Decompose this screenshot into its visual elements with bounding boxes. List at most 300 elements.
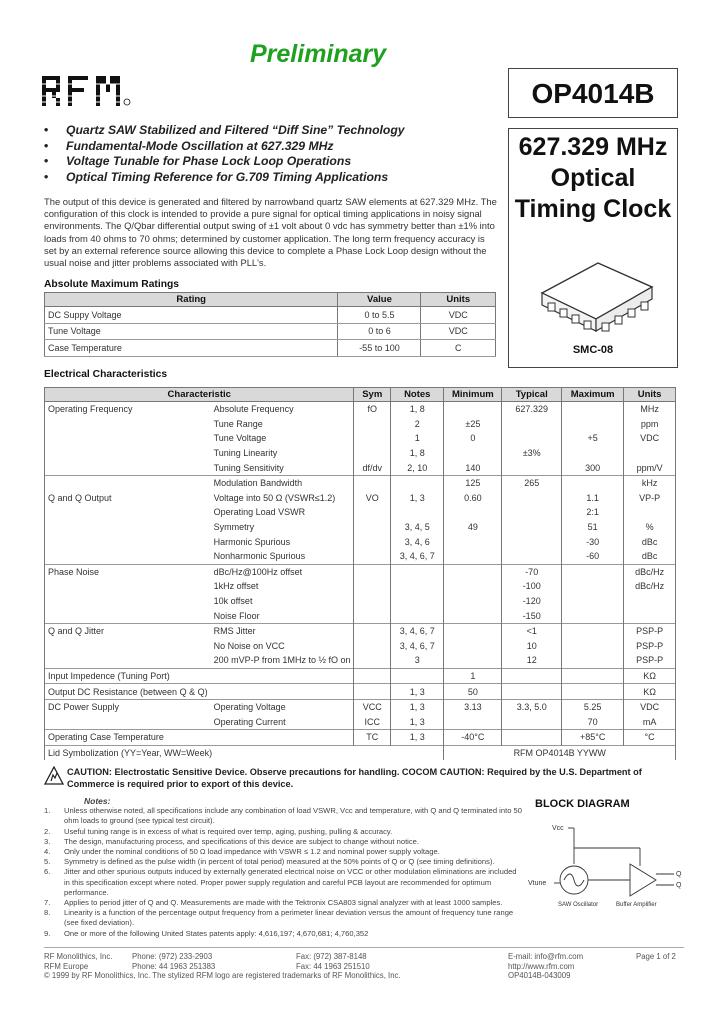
footer-europe: RFM Europe: [44, 961, 89, 971]
cell: Tune Voltage: [45, 323, 338, 340]
cell: [391, 594, 444, 609]
cell: 51: [562, 520, 624, 535]
cell: 1, 3: [391, 491, 444, 506]
table-row: [45, 623, 676, 638]
cell: [444, 639, 502, 654]
cell: [45, 594, 211, 609]
note-number: 9.: [44, 928, 51, 938]
table-row: [45, 431, 676, 446]
footer-fax-eu: Fax: 44 1963 251510: [296, 961, 370, 971]
cell: [502, 417, 562, 432]
cell: [444, 505, 502, 520]
table-row: [45, 594, 676, 609]
cell: VCC: [354, 699, 391, 714]
cell: [45, 579, 211, 594]
feature-item: • Fundamental-Mode Oscillation at 627.329 MHz: [44, 139, 405, 155]
feature-item: • Voltage Tunable for Phase Lock Loop Operations: [44, 154, 405, 170]
note-item: [44, 867, 524, 898]
note-text: Linearity is a function of the percentage output frequency from a perimeter linear deviation versus the amount of frequency tune range (see fixed deviation).: [64, 908, 514, 928]
cell: [444, 714, 502, 729]
cell: Output DC Resistance (between Q & Q): [45, 684, 211, 700]
cell: 0 to 6: [338, 323, 421, 340]
cell: [354, 623, 391, 638]
cell: PSP-P: [624, 623, 676, 638]
cell: 5.25: [562, 699, 624, 714]
cell: Harmonic Spurious: [211, 534, 354, 549]
elec-title: Electrical Characteristics: [44, 369, 168, 380]
cell: KΩ: [624, 668, 676, 684]
cell: Absolute Frequency: [211, 402, 354, 417]
part-number: OP4014B: [508, 68, 678, 118]
cell: [502, 549, 562, 564]
cell: 3, 4, 6, 7: [391, 639, 444, 654]
cell: ppm/V: [624, 460, 676, 475]
table-row: [45, 340, 496, 357]
cell: 1, 3: [391, 714, 444, 729]
cell: [562, 402, 624, 417]
cell: +85°C: [562, 730, 624, 746]
cell: Noise Floor: [211, 608, 354, 623]
vcc-label: Vcc: [552, 825, 564, 832]
cell: [45, 417, 211, 432]
cell: Input Impedence (Tuning Port): [45, 668, 211, 684]
cell: -150: [502, 608, 562, 623]
note-number: 1.: [44, 806, 51, 816]
note-number: 7.: [44, 898, 51, 908]
cell: 1: [444, 668, 502, 684]
cell: 125: [444, 475, 502, 490]
cell: Phase Noise: [45, 564, 211, 579]
footer-divider: [44, 947, 684, 948]
cell: [562, 564, 624, 579]
cell: Q and Q Output: [45, 491, 211, 506]
note-number: 2.: [44, 826, 51, 836]
cell: [354, 505, 391, 520]
cell: [502, 684, 562, 700]
cell: [624, 594, 676, 609]
cell: PSP-P: [624, 639, 676, 654]
cell: [444, 579, 502, 594]
footer-web[interactable]: http://www.rfm.com: [508, 961, 575, 971]
note-number: 6.: [44, 867, 51, 877]
cell: [45, 446, 211, 461]
footer-fax: Fax: (972) 387-8148: [296, 952, 367, 961]
cell: Lid Symbolization (YY=Year, WW=Week): [45, 745, 444, 760]
cell: [45, 460, 211, 475]
footer-company: RF Monolithics, Inc.: [44, 952, 113, 961]
cell: [444, 594, 502, 609]
cell: -70: [502, 564, 562, 579]
note-item: [44, 837, 524, 847]
cell: [391, 505, 444, 520]
cell: [354, 653, 391, 668]
cell: 3: [391, 653, 444, 668]
col-units: Units: [624, 388, 676, 402]
cell: ICC: [354, 714, 391, 729]
note-item: [44, 847, 524, 857]
cell: VDC: [624, 699, 676, 714]
note-number: 5.: [44, 857, 51, 867]
cell: [391, 475, 444, 490]
cell: [502, 460, 562, 475]
table-row: [45, 699, 676, 714]
cell: [211, 668, 354, 684]
table-row: [45, 307, 496, 324]
cell: [354, 431, 391, 446]
cell: -60: [562, 549, 624, 564]
cell: -55 to 100: [338, 340, 421, 357]
cell: [444, 653, 502, 668]
cell: ±3%: [502, 446, 562, 461]
package-label: SMC-08: [572, 344, 614, 356]
preliminary-banner: Preliminary: [250, 40, 387, 68]
cell: [502, 491, 562, 506]
cell: [502, 714, 562, 729]
cell: 1, 3: [391, 699, 444, 714]
cell: +5: [562, 431, 624, 446]
abs-max-table: [44, 292, 496, 357]
cell: [354, 579, 391, 594]
cell: KΩ: [624, 684, 676, 700]
col-value: Value: [338, 293, 421, 307]
cell: Tuning Linearity: [211, 446, 354, 461]
cell: 300: [562, 460, 624, 475]
cell: [562, 623, 624, 638]
cell: [211, 684, 354, 700]
cell: VO: [354, 491, 391, 506]
esd-warning-icon: [44, 766, 64, 786]
note-number: 4.: [44, 847, 51, 857]
cell: [45, 653, 211, 668]
cell: dBc: [624, 549, 676, 564]
block-diagram: [528, 818, 690, 913]
note-text: Jitter and other spurious outputs induced by externally generated electrical noise on VCC or other modulation eliminations are included in this specification except where noted. Proper power supply regulation and careful PCB layout are recommended for optimum performance.: [64, 867, 517, 897]
cell: [391, 668, 444, 684]
cell: 265: [502, 475, 562, 490]
cell: [502, 431, 562, 446]
cell: [45, 639, 211, 654]
title-frequency: 627.329 MHz: [518, 133, 668, 161]
cell: [354, 564, 391, 579]
title-line-3: Timing Clock: [514, 195, 672, 223]
note-item: [44, 857, 524, 867]
q-out-label: Q: [676, 871, 682, 878]
cell: [562, 417, 624, 432]
col-notes: Notes: [391, 388, 444, 402]
note-item: [44, 806, 524, 826]
cell: 3, 4, 6, 7: [391, 549, 444, 564]
col-units: Units: [421, 293, 496, 307]
col-minimum: Minimum: [444, 388, 502, 402]
block-diagram-title: BLOCK DIAGRAM: [535, 798, 630, 810]
cell: 1.1: [562, 491, 624, 506]
table-row: [45, 564, 676, 579]
table-row: [45, 684, 676, 700]
cell: 1kHz offset: [211, 579, 354, 594]
cell: [502, 534, 562, 549]
cell: 0 to 5.5: [338, 307, 421, 324]
footer-phone: Phone: (972) 233-2903: [132, 952, 213, 961]
cell: dBc: [624, 534, 676, 549]
table-row: [45, 417, 676, 432]
cell: [444, 534, 502, 549]
cell: dBc/Hz: [624, 579, 676, 594]
note-number: 8.: [44, 908, 51, 918]
note-text: Symmetry is defined as the pulse width (in percent of total period) measured at the 50% points of Q or Q (see timing definitions).: [64, 857, 495, 867]
cell: 1, 8: [391, 446, 444, 461]
electrical-table: [44, 387, 676, 760]
table-row: [45, 730, 676, 746]
cell: [354, 417, 391, 432]
table-row: [45, 653, 676, 668]
table-row: [45, 460, 676, 475]
cell: -30: [562, 534, 624, 549]
cell: VP-P: [624, 491, 676, 506]
cell: [45, 549, 211, 564]
note-item: [44, 898, 524, 908]
cell: PSP-P: [624, 653, 676, 668]
note-text: Unless otherwise noted, all specifications include any combination of load VSWR, Vcc and temperature, with Q and Q terminated into 50 ohm loads to ground (see typical test circuit).: [64, 806, 522, 826]
cell: [354, 639, 391, 654]
cell: 49: [444, 520, 502, 535]
cell: Operating Load VSWR: [211, 505, 354, 520]
cell: Nonharmonic Spurious: [211, 549, 354, 564]
cell: 627.329: [502, 402, 562, 417]
note-item: [44, 929, 524, 939]
cell: [502, 505, 562, 520]
cell: 140: [444, 460, 502, 475]
buffer-label: Buffer Amplifier: [616, 902, 657, 908]
rfm-logo: [42, 74, 150, 108]
col-maximum: Maximum: [562, 388, 624, 402]
cell: VDC: [624, 431, 676, 446]
cell: [391, 564, 444, 579]
cell: [45, 431, 211, 446]
cell: [354, 668, 391, 684]
footer-page: Page 1 of 2: [636, 952, 676, 961]
cell: 12: [502, 653, 562, 668]
cell: -40°C: [444, 730, 502, 746]
cell: [354, 608, 391, 623]
footer: [44, 952, 684, 981]
col-sym: Sym: [354, 388, 391, 402]
cell: 70: [562, 714, 624, 729]
cell: [444, 402, 502, 417]
cell: 10: [502, 639, 562, 654]
cell: <1: [502, 623, 562, 638]
cell: 200 mVP-P from 1MHz to ½ fO on: [211, 653, 354, 668]
cell: No Noise on VCC: [211, 639, 354, 654]
note-item: [44, 908, 524, 928]
cell: 2:1: [562, 505, 624, 520]
qbar-out-label: Q: [676, 882, 682, 889]
cell: [624, 608, 676, 623]
cell: ±25: [444, 417, 502, 432]
description: The output of this device is generated and filtered by narrowband quartz SAW elements at 627.329 MHz. The configuration of this clock is intended to provide a pure signal for optical timing applications in noisy signal environments. The Q/Qbar differential output swing of ±1 volt about 0 vdc has symmetry better than ±1% into loads from 40 ohms to 70 ohms; determined by customer application. The long term frequency accuracy is set by an external reference source allowing this device to complete a Phase Lock Loop design without the usual noise and jitter problems associated with PLL's.: [44, 196, 497, 269]
cell: [391, 579, 444, 594]
cell: fO: [354, 402, 391, 417]
footer-copyright: © 1999 by RF Monolithics, Inc. The stylized RFM logo are registered trademarks of RF Monolithics, Inc.: [44, 971, 401, 980]
note-text: Applies to period jitter of Q and Q. Measurements are made with the Tektronix CSA803 signal analyzer with at least 1000 samples.: [64, 898, 503, 908]
cell: [502, 730, 562, 746]
cell: 10k offset: [211, 594, 354, 609]
cell: [502, 520, 562, 535]
cell: [45, 608, 211, 623]
cell: Operating Voltage: [211, 699, 354, 714]
footer-phone-eu: Phone: 44 1963 251383: [132, 961, 216, 971]
cell: [45, 475, 211, 490]
table-row: [45, 323, 496, 340]
cell: 2, 10: [391, 460, 444, 475]
cell: kHz: [624, 475, 676, 490]
cell: [354, 549, 391, 564]
cell: mA: [624, 714, 676, 729]
cell: [562, 639, 624, 654]
cell: VDC: [421, 307, 496, 324]
cell: ppm: [624, 417, 676, 432]
cell: Operating Current: [211, 714, 354, 729]
cell: [562, 668, 624, 684]
cell: [354, 684, 391, 700]
cell: [45, 505, 211, 520]
table-row: [45, 549, 676, 564]
notes: [44, 796, 524, 939]
cell: [562, 579, 624, 594]
cell: [444, 549, 502, 564]
abs-max-title: Absolute Maximum Ratings: [44, 279, 180, 290]
cell: [562, 475, 624, 490]
cell: [354, 534, 391, 549]
table-row: [45, 639, 676, 654]
caution-text: CAUTION: Electrostatic Sensitive Device. Observe precautions for handling. COCOM CAUTION: Required by the U.S. Department of Commerce is required prior to export of this device.: [67, 767, 642, 789]
cell: [354, 446, 391, 461]
cell: C: [421, 340, 496, 357]
cell: 3.13: [444, 699, 502, 714]
cell: RMS Jitter: [211, 623, 354, 638]
cell: Q and Q Jitter: [45, 623, 211, 638]
feature-item: • Quartz SAW Stabilized and Filtered “Diff Sine” Technology: [44, 123, 405, 139]
cell: -100: [502, 579, 562, 594]
cell: 2: [391, 417, 444, 432]
title-line-2: Optical: [550, 164, 636, 192]
cell: -120: [502, 594, 562, 609]
cell: 0: [444, 431, 502, 446]
cell: [624, 446, 676, 461]
cell: df/dv: [354, 460, 391, 475]
cell: °C: [624, 730, 676, 746]
cell: [391, 608, 444, 623]
cell: Operating Case Temperature: [45, 730, 211, 746]
table-row: [45, 505, 676, 520]
cell: %: [624, 520, 676, 535]
cell: DC Suppy Voltage: [45, 307, 338, 324]
cell: 1: [391, 431, 444, 446]
cell: [562, 594, 624, 609]
note-item: [44, 827, 524, 837]
cell: 3.3, 5.0: [502, 699, 562, 714]
cell: Symmetry: [211, 520, 354, 535]
cell: [502, 668, 562, 684]
saw-label: SAW Oscillator: [558, 902, 599, 908]
cell: dBc/Hz@100Hz offset: [211, 564, 354, 579]
footer-docnum: OP4014B-043009: [508, 971, 571, 980]
cell: [354, 475, 391, 490]
cell: 0.60: [444, 491, 502, 506]
cell: Tune Voltage: [211, 431, 354, 446]
cell: [211, 730, 354, 746]
cell: Modulation Bandwidth: [211, 475, 354, 490]
feature-list: [44, 123, 405, 185]
cell: dBc/Hz: [624, 564, 676, 579]
table-row: [45, 491, 676, 506]
table-row: [45, 608, 676, 623]
package-drawing: [538, 245, 658, 340]
cell: [45, 714, 211, 729]
cell: VDC: [421, 323, 496, 340]
cell: [562, 653, 624, 668]
note-text: Useful tuning range is in excess of what is required over temp, aging, pushing, pulling & accuracy.: [64, 826, 393, 836]
table-row: [45, 402, 676, 417]
col-characteristic: Characteristic: [45, 388, 354, 402]
col-typical: Typical: [502, 388, 562, 402]
table-row: [45, 446, 676, 461]
cell: DC Power Supply: [45, 699, 211, 714]
cell: RFM OP4014B YYWW: [444, 745, 676, 760]
cell: [624, 505, 676, 520]
cell: Voltage into 50 Ω (VSWR≤1.2): [211, 491, 354, 506]
cell: [562, 608, 624, 623]
table-row: [45, 534, 676, 549]
cell: 1, 3: [391, 684, 444, 700]
cell: [444, 623, 502, 638]
col-rating: Rating: [45, 293, 338, 307]
cell: [444, 564, 502, 579]
cell: 1, 3: [391, 730, 444, 746]
cell: [45, 534, 211, 549]
cell: 3, 4, 6, 7: [391, 623, 444, 638]
table-row: [45, 520, 676, 535]
cell: [562, 446, 624, 461]
table-row: [45, 579, 676, 594]
cell: 3, 4, 6: [391, 534, 444, 549]
footer-email: E-mail: info@rfm.com: [508, 952, 584, 961]
note-text: The design, manufacturing process, and specifications of this device are subject to change without notice.: [64, 836, 420, 846]
note-number: 3.: [44, 836, 51, 846]
cell: [444, 608, 502, 623]
vtune-label: Vtune: [528, 880, 547, 887]
feature-item: • Optical Timing Reference for G.709 Timing Applications: [44, 170, 405, 186]
cell: Tuning Sensitivity: [211, 460, 354, 475]
cell: [45, 520, 211, 535]
cell: Tune Range: [211, 417, 354, 432]
note-text: Only under the nominal conditions of 50 Ω load impedance with VSWR ≤ 1.2 and nominal power supply voltage.: [64, 847, 440, 857]
table-row: [45, 745, 676, 760]
cell: Case Temperature: [45, 340, 338, 357]
cell: [354, 520, 391, 535]
table-row: [45, 668, 676, 684]
table-row: [45, 475, 676, 490]
cell: 50: [444, 684, 502, 700]
cell: 3, 4, 5: [391, 520, 444, 535]
table-row: [45, 714, 676, 729]
cell: [562, 684, 624, 700]
cell: [354, 594, 391, 609]
cell: MHz: [624, 402, 676, 417]
note-text: One or more of the following United States patents apply: 4,616,197; 4,670,681; 4,760,352: [64, 928, 369, 938]
notes-heading: Notes:: [84, 796, 111, 806]
cell: Operating Frequency: [45, 402, 211, 417]
cell: TC: [354, 730, 391, 746]
